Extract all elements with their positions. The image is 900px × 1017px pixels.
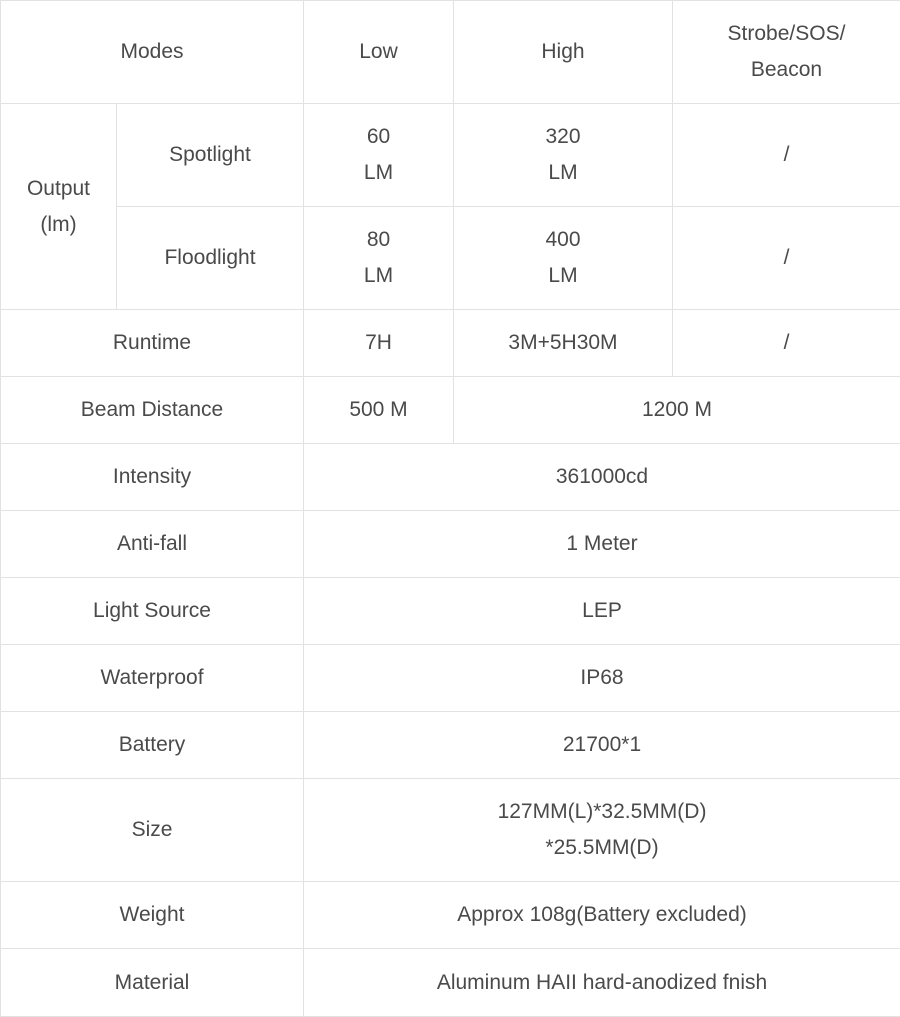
weight-value: Approx 108g(Battery excluded) (304, 882, 900, 949)
header-strobe-sos-beacon (673, 1, 900, 104)
material-row (1, 949, 900, 1017)
anti-fall-label: Anti-fall (1, 511, 304, 578)
floodlight-low-unit: LM (310, 258, 447, 294)
anti-fall-row (1, 511, 900, 578)
runtime-label: Runtime (1, 310, 304, 377)
spotlight-high-unit: LM (460, 155, 666, 191)
spotlight-high-value: 320 (460, 119, 666, 155)
header-strobe-line2: Beacon (679, 52, 894, 88)
size-value-line1: 127MM(L)*32.5MM(D) (310, 794, 894, 830)
header-high: High (454, 1, 673, 104)
size-label: Size (1, 779, 304, 882)
output-label (1, 104, 117, 310)
header-modes: Modes (1, 1, 304, 104)
weight-label: Weight (1, 882, 304, 949)
material-value: Aluminum HAII hard-anodized fnish (304, 949, 900, 1017)
battery-row (1, 712, 900, 779)
runtime-row (1, 310, 900, 377)
material-label: Material (1, 949, 304, 1017)
intensity-row (1, 444, 900, 511)
spotlight-high (454, 104, 673, 207)
size-value (304, 779, 900, 882)
waterproof-label: Waterproof (1, 645, 304, 712)
battery-label: Battery (1, 712, 304, 779)
intensity-label: Intensity (1, 444, 304, 511)
battery-value: 21700*1 (304, 712, 900, 779)
beam-distance-low: 500 M (304, 377, 454, 444)
beam-distance-label: Beam Distance (1, 377, 304, 444)
output-label-line1: Output (7, 171, 110, 207)
light-source-label: Light Source (1, 578, 304, 645)
floodlight-high (454, 207, 673, 310)
weight-row (1, 882, 900, 949)
header-low: Low (304, 1, 454, 104)
light-source-row (1, 578, 900, 645)
header-row (1, 1, 900, 104)
output-label-line2: (lm) (7, 207, 110, 243)
spotlight-label: Spotlight (117, 104, 304, 207)
floodlight-row (1, 207, 900, 310)
light-source-value: LEP (304, 578, 900, 645)
spotlight-low-value: 60 (310, 119, 447, 155)
floodlight-high-value: 400 (460, 222, 666, 258)
intensity-value: 361000cd (304, 444, 900, 511)
beam-distance-row (1, 377, 900, 444)
floodlight-strobe: / (673, 207, 900, 310)
floodlight-low (304, 207, 454, 310)
beam-distance-high: 1200 M (454, 377, 900, 444)
runtime-strobe: / (673, 310, 900, 377)
spotlight-low (304, 104, 454, 207)
spotlight-low-unit: LM (310, 155, 447, 191)
runtime-high: 3M+5H30M (454, 310, 673, 377)
waterproof-value: IP68 (304, 645, 900, 712)
floodlight-low-value: 80 (310, 222, 447, 258)
size-value-line2: *25.5MM(D) (310, 830, 894, 866)
waterproof-row (1, 645, 900, 712)
size-row (1, 779, 900, 882)
floodlight-high-unit: LM (460, 258, 666, 294)
header-strobe-line1: Strobe/SOS/ (679, 16, 894, 52)
spotlight-strobe: / (673, 104, 900, 207)
floodlight-label: Floodlight (117, 207, 304, 310)
spotlight-row (1, 104, 900, 207)
runtime-low: 7H (304, 310, 454, 377)
anti-fall-value: 1 Meter (304, 511, 900, 578)
